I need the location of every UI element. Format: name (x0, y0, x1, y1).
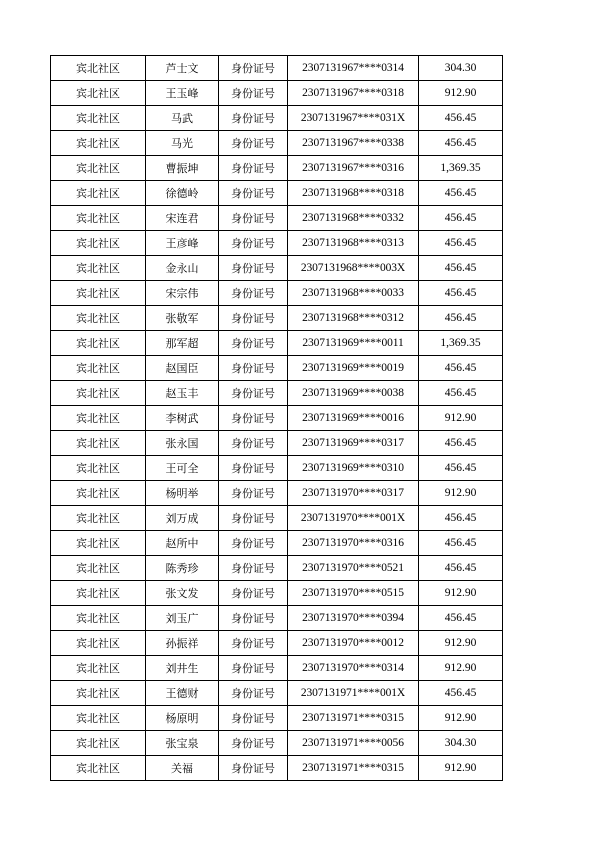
community-cell: 宾北社区 (51, 531, 146, 556)
id-number-cell: 2307131968****0313 (288, 231, 419, 256)
id-number-cell: 2307131970****001X (288, 506, 419, 531)
name-cell: 王可全 (146, 456, 219, 481)
amount-cell: 456.45 (419, 356, 503, 381)
id-number-cell: 2307131969****0011 (288, 331, 419, 356)
table-row (51, 131, 503, 156)
id-number-cell: 2307131968****0332 (288, 206, 419, 231)
amount-cell: 912.90 (419, 481, 503, 506)
amount-cell: 912.90 (419, 406, 503, 431)
id-number-cell: 2307131969****0317 (288, 431, 419, 456)
amount-cell: 912.90 (419, 706, 503, 731)
id-type-cell: 身份证号 (219, 531, 288, 556)
community-cell: 宾北社区 (51, 506, 146, 531)
community-cell: 宾北社区 (51, 681, 146, 706)
amount-cell: 456.45 (419, 456, 503, 481)
table-row (51, 656, 503, 681)
id-type-cell: 身份证号 (219, 731, 288, 756)
table-row (51, 531, 503, 556)
community-cell: 宾北社区 (51, 81, 146, 106)
amount-cell: 912.90 (419, 581, 503, 606)
amount-cell: 456.45 (419, 231, 503, 256)
table-row (51, 256, 503, 281)
community-cell: 宾北社区 (51, 381, 146, 406)
name-cell: 张宝泉 (146, 731, 219, 756)
table-row (51, 731, 503, 756)
community-cell: 宾北社区 (51, 431, 146, 456)
id-type-cell: 身份证号 (219, 81, 288, 106)
name-cell: 宋宗伟 (146, 281, 219, 306)
amount-cell: 456.45 (419, 381, 503, 406)
name-cell: 关福 (146, 756, 219, 781)
id-type-cell: 身份证号 (219, 431, 288, 456)
id-number-cell: 2307131967****031X (288, 106, 419, 131)
table-row (51, 356, 503, 381)
amount-cell: 456.45 (419, 531, 503, 556)
id-number-cell: 2307131968****0312 (288, 306, 419, 331)
id-number-cell: 2307131971****0315 (288, 756, 419, 781)
community-cell: 宾北社区 (51, 131, 146, 156)
data-table (50, 55, 503, 781)
name-cell: 赵所中 (146, 531, 219, 556)
name-cell: 芦士文 (146, 56, 219, 81)
id-type-cell: 身份证号 (219, 456, 288, 481)
name-cell: 张敬军 (146, 306, 219, 331)
name-cell: 赵玉丰 (146, 381, 219, 406)
amount-cell: 912.90 (419, 81, 503, 106)
id-number-cell: 2307131970****0521 (288, 556, 419, 581)
community-cell: 宾北社区 (51, 56, 146, 81)
id-type-cell: 身份证号 (219, 381, 288, 406)
id-number-cell: 2307131970****0317 (288, 481, 419, 506)
community-cell: 宾北社区 (51, 206, 146, 231)
name-cell: 刘玉广 (146, 606, 219, 631)
name-cell: 王玉峰 (146, 81, 219, 106)
community-cell: 宾北社区 (51, 706, 146, 731)
id-type-cell: 身份证号 (219, 331, 288, 356)
id-type-cell: 身份证号 (219, 256, 288, 281)
id-number-cell: 2307131968****0318 (288, 181, 419, 206)
id-type-cell: 身份证号 (219, 681, 288, 706)
table-row (51, 181, 503, 206)
id-number-cell: 2307131969****0019 (288, 356, 419, 381)
name-cell: 王德财 (146, 681, 219, 706)
community-cell: 宾北社区 (51, 281, 146, 306)
community-cell: 宾北社区 (51, 231, 146, 256)
name-cell: 徐德岭 (146, 181, 219, 206)
id-number-cell: 2307131967****0316 (288, 156, 419, 181)
table-row (51, 581, 503, 606)
table-row (51, 631, 503, 656)
id-type-cell: 身份证号 (219, 506, 288, 531)
id-type-cell: 身份证号 (219, 131, 288, 156)
table-row (51, 456, 503, 481)
amount-cell: 912.90 (419, 756, 503, 781)
id-type-cell: 身份证号 (219, 106, 288, 131)
community-cell: 宾北社区 (51, 331, 146, 356)
id-type-cell: 身份证号 (219, 206, 288, 231)
community-cell: 宾北社区 (51, 456, 146, 481)
amount-cell: 456.45 (419, 206, 503, 231)
community-cell: 宾北社区 (51, 631, 146, 656)
id-number-cell: 2307131969****0038 (288, 381, 419, 406)
id-number-cell: 2307131968****003X (288, 256, 419, 281)
table-row (51, 481, 503, 506)
amount-cell: 456.45 (419, 256, 503, 281)
table-row (51, 231, 503, 256)
table-row (51, 431, 503, 456)
name-cell: 赵国臣 (146, 356, 219, 381)
name-cell: 李树武 (146, 406, 219, 431)
amount-cell: 456.45 (419, 106, 503, 131)
id-type-cell: 身份证号 (219, 756, 288, 781)
name-cell: 孙振祥 (146, 631, 219, 656)
amount-cell: 456.45 (419, 606, 503, 631)
community-cell: 宾北社区 (51, 106, 146, 131)
community-cell: 宾北社区 (51, 731, 146, 756)
id-type-cell: 身份证号 (219, 581, 288, 606)
id-number-cell: 2307131970****0515 (288, 581, 419, 606)
amount-cell: 304.30 (419, 731, 503, 756)
id-type-cell: 身份证号 (219, 631, 288, 656)
name-cell: 刘井生 (146, 656, 219, 681)
community-cell: 宾北社区 (51, 181, 146, 206)
name-cell: 马武 (146, 106, 219, 131)
id-type-cell: 身份证号 (219, 656, 288, 681)
amount-cell: 456.45 (419, 281, 503, 306)
id-number-cell: 2307131969****0016 (288, 406, 419, 431)
amount-cell: 456.45 (419, 681, 503, 706)
amount-cell: 456.45 (419, 556, 503, 581)
table-row (51, 681, 503, 706)
amount-cell: 1,369.35 (419, 331, 503, 356)
id-number-cell: 2307131971****0056 (288, 731, 419, 756)
amount-cell: 1,369.35 (419, 156, 503, 181)
community-cell: 宾北社区 (51, 356, 146, 381)
table-row (51, 756, 503, 781)
table-row (51, 206, 503, 231)
id-type-cell: 身份证号 (219, 156, 288, 181)
id-number-cell: 2307131967****0318 (288, 81, 419, 106)
id-type-cell: 身份证号 (219, 281, 288, 306)
community-cell: 宾北社区 (51, 481, 146, 506)
name-cell: 那军超 (146, 331, 219, 356)
id-type-cell: 身份证号 (219, 181, 288, 206)
amount-cell: 912.90 (419, 656, 503, 681)
table-row (51, 56, 503, 81)
community-cell: 宾北社区 (51, 581, 146, 606)
id-number-cell: 2307131970****0394 (288, 606, 419, 631)
table-row (51, 331, 503, 356)
name-cell: 宋连君 (146, 206, 219, 231)
community-cell: 宾北社区 (51, 656, 146, 681)
name-cell: 杨明举 (146, 481, 219, 506)
id-number-cell: 2307131971****0315 (288, 706, 419, 731)
id-type-cell: 身份证号 (219, 356, 288, 381)
table-row (51, 406, 503, 431)
community-cell: 宾北社区 (51, 556, 146, 581)
name-cell: 金永山 (146, 256, 219, 281)
amount-cell: 912.90 (419, 631, 503, 656)
community-cell: 宾北社区 (51, 256, 146, 281)
name-cell: 王彦峰 (146, 231, 219, 256)
name-cell: 刘万成 (146, 506, 219, 531)
name-cell: 陈秀珍 (146, 556, 219, 581)
name-cell: 曹振坤 (146, 156, 219, 181)
table-row (51, 306, 503, 331)
id-type-cell: 身份证号 (219, 706, 288, 731)
id-number-cell: 2307131969****0310 (288, 456, 419, 481)
table-row (51, 381, 503, 406)
id-number-cell: 2307131970****0316 (288, 531, 419, 556)
amount-cell: 456.45 (419, 131, 503, 156)
id-type-cell: 身份证号 (219, 556, 288, 581)
id-number-cell: 2307131967****0338 (288, 131, 419, 156)
community-cell: 宾北社区 (51, 306, 146, 331)
table-row (51, 156, 503, 181)
name-cell: 杨原明 (146, 706, 219, 731)
id-type-cell: 身份证号 (219, 306, 288, 331)
id-type-cell: 身份证号 (219, 481, 288, 506)
name-cell: 马光 (146, 131, 219, 156)
id-number-cell: 2307131970****0012 (288, 631, 419, 656)
amount-cell: 456.45 (419, 306, 503, 331)
amount-cell: 456.45 (419, 431, 503, 456)
id-type-cell: 身份证号 (219, 231, 288, 256)
table-row (51, 281, 503, 306)
table-row (51, 556, 503, 581)
table-row (51, 606, 503, 631)
table-row (51, 81, 503, 106)
amount-cell: 304.30 (419, 56, 503, 81)
community-cell: 宾北社区 (51, 756, 146, 781)
name-cell: 张永国 (146, 431, 219, 456)
id-type-cell: 身份证号 (219, 406, 288, 431)
id-number-cell: 2307131968****0033 (288, 281, 419, 306)
table-row (51, 706, 503, 731)
id-type-cell: 身份证号 (219, 606, 288, 631)
amount-cell: 456.45 (419, 181, 503, 206)
table-row (51, 106, 503, 131)
table-row (51, 506, 503, 531)
community-cell: 宾北社区 (51, 156, 146, 181)
id-type-cell: 身份证号 (219, 56, 288, 81)
table-body (51, 56, 503, 781)
name-cell: 张文发 (146, 581, 219, 606)
amount-cell: 456.45 (419, 506, 503, 531)
id-number-cell: 2307131971****001X (288, 681, 419, 706)
id-number-cell: 2307131970****0314 (288, 656, 419, 681)
community-cell: 宾北社区 (51, 406, 146, 431)
community-cell: 宾北社区 (51, 606, 146, 631)
id-number-cell: 2307131967****0314 (288, 56, 419, 81)
